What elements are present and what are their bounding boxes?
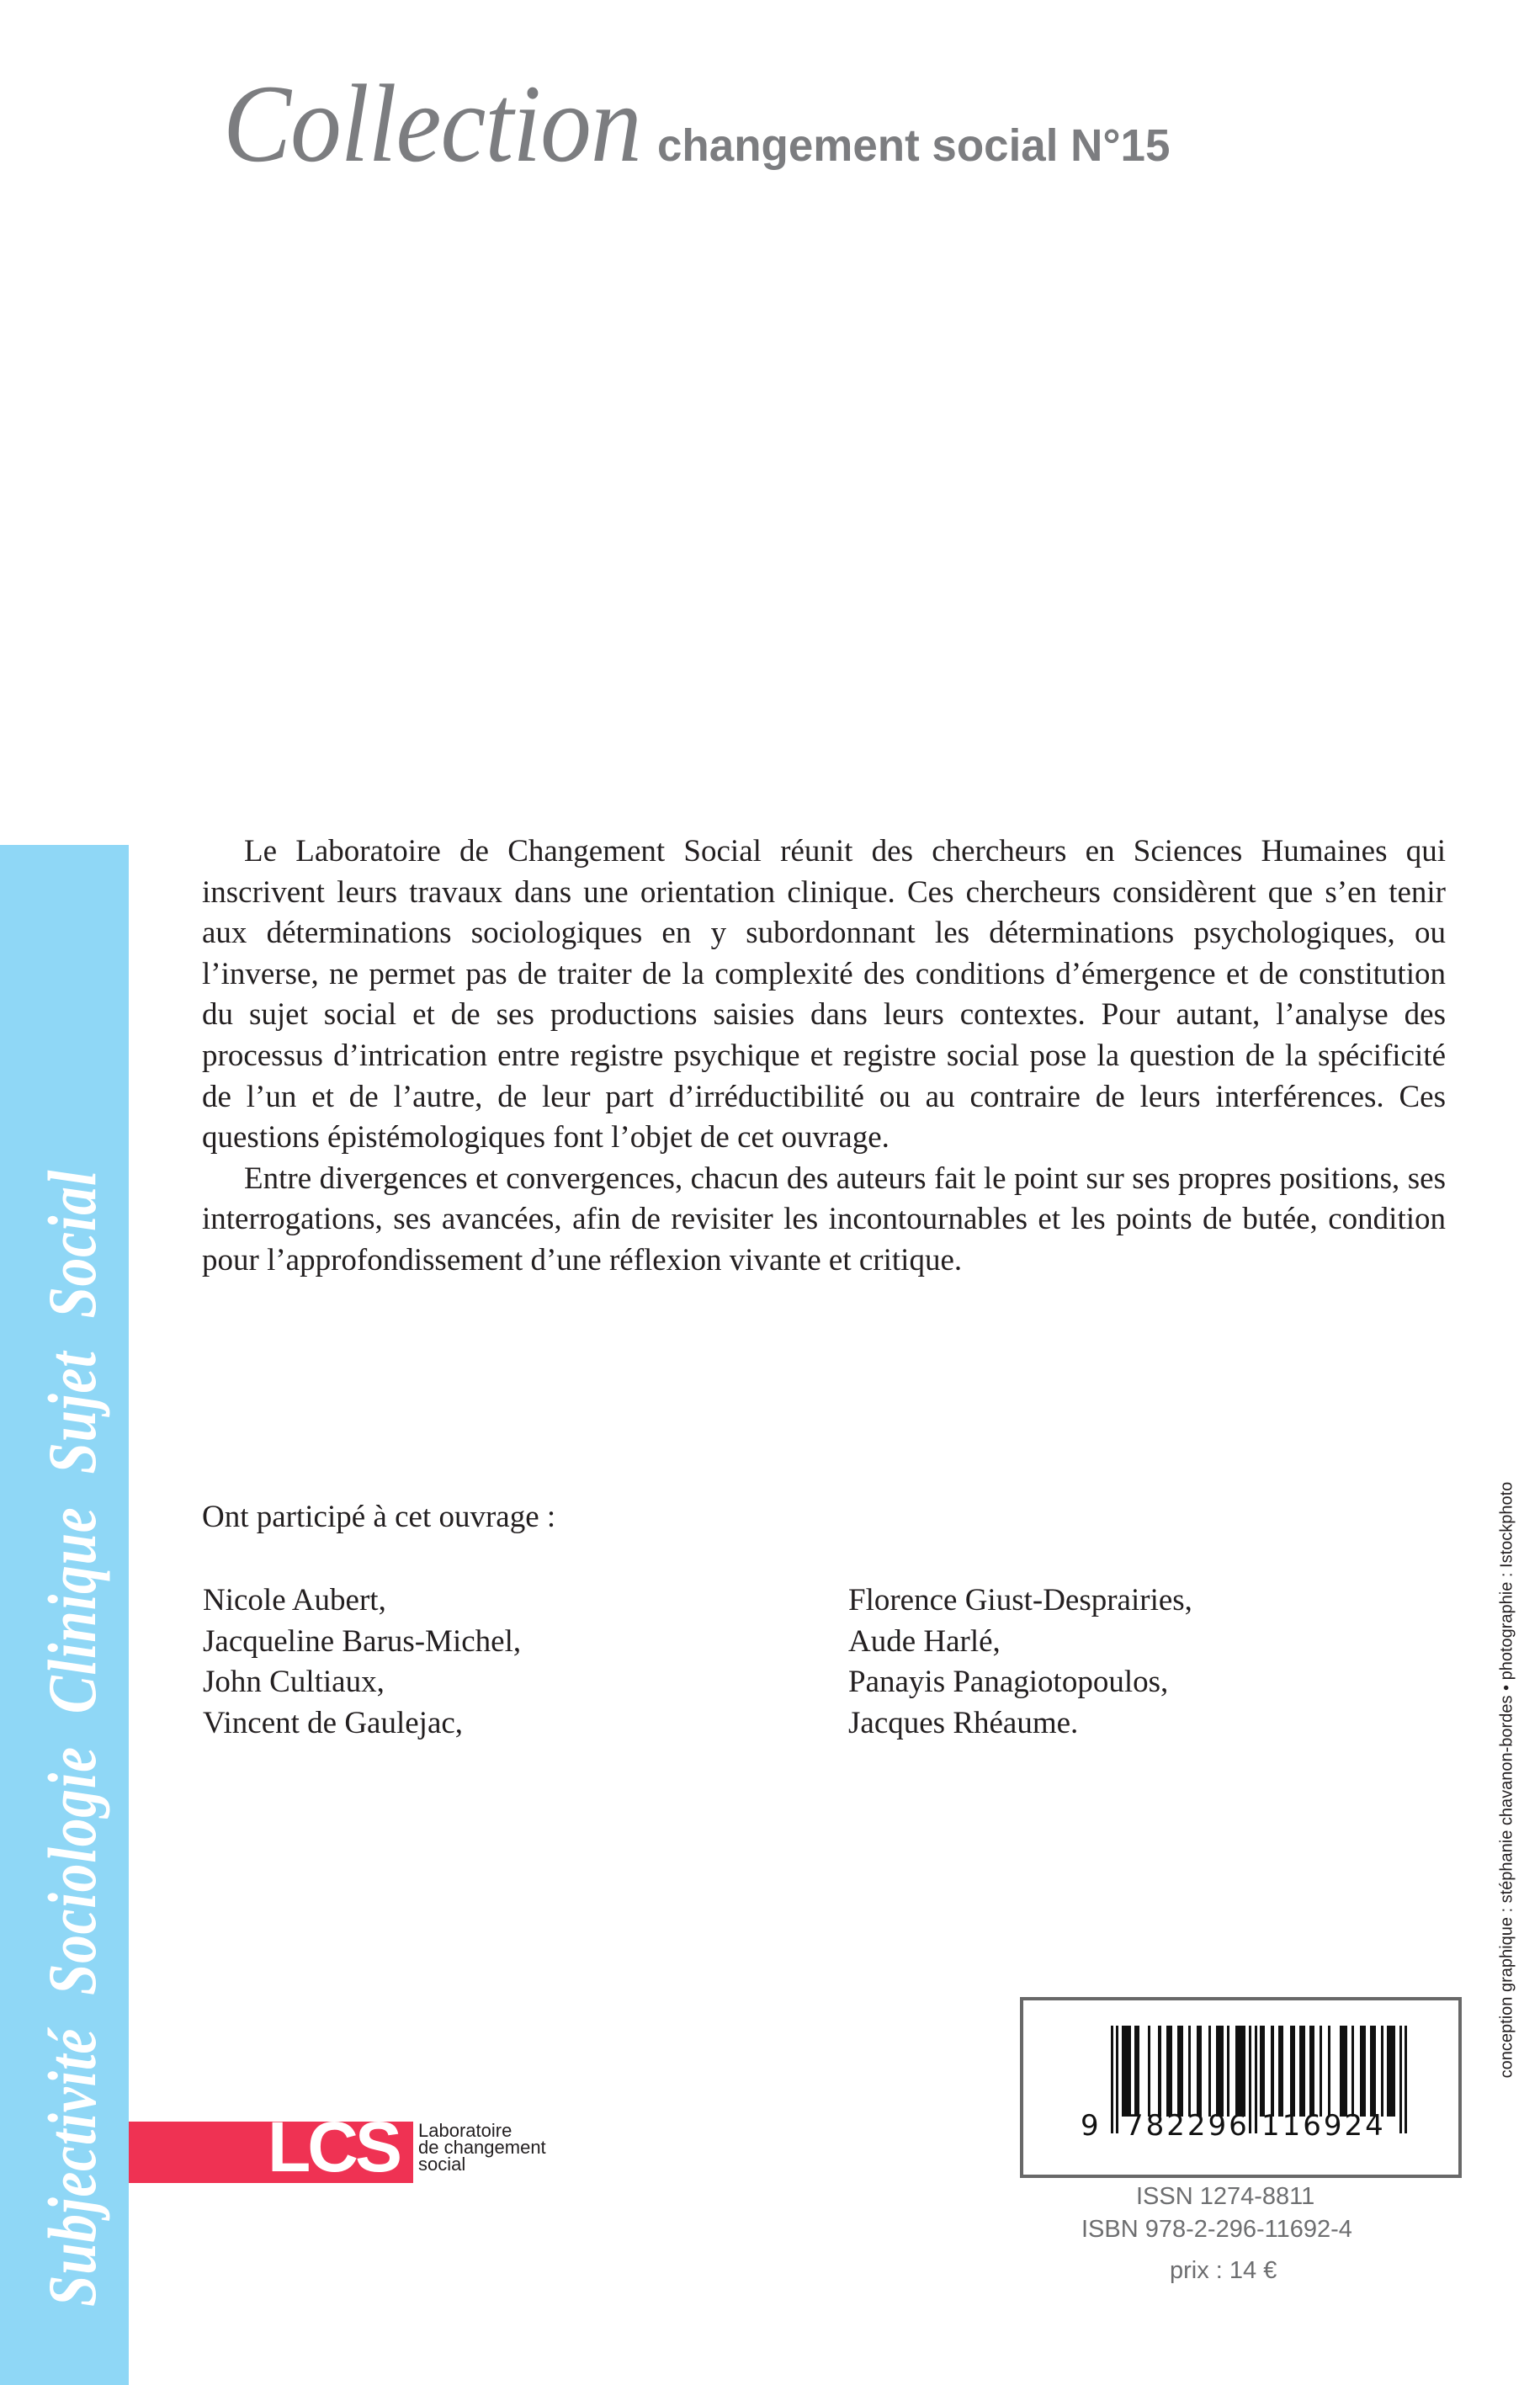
sidebar-vertical-title	[8, 884, 136, 2307]
lcs-label-line: Laboratoire	[418, 2120, 512, 2141]
contributor-name: Jacqueline Barus-Michel,	[203, 1623, 522, 1659]
back-cover-blurb	[202, 831, 1446, 1282]
sidebar-word: Sociologie	[34, 1746, 110, 1996]
sidebar-word: Social	[34, 1169, 110, 1319]
contributor-name: Vincent de Gaulejac,	[203, 1705, 464, 1740]
lcs-label-line: de changement	[418, 2137, 546, 2158]
svg-text:782296: 782296	[1125, 2109, 1250, 2143]
sidebar-word: Subjectivité	[34, 2027, 110, 2307]
contributors-column-right	[848, 1580, 1192, 1744]
issn-number: ISSN 1274-8811	[1136, 2183, 1315, 2210]
contributor-name: Nicole Aubert,	[203, 1583, 386, 1617]
contributor-name: Florence Giust-Desprairies,	[848, 1583, 1192, 1617]
contributors-column-left	[203, 1580, 521, 1744]
contributor-name: Aude Harlé,	[848, 1623, 1001, 1659]
svg-text:116924: 116924	[1261, 2109, 1386, 2143]
svg-text:9: 9	[1081, 2109, 1102, 2143]
contributor-name: John Cultiaux,	[203, 1665, 385, 1700]
collection-title	[223, 59, 1181, 188]
barcode-icon	[1023, 2000, 1458, 2175]
barcode-box	[1020, 1997, 1462, 2178]
design-credit-text: conception graphique : stéphanie chavanon-bordes • photographie : Istockphoto	[1497, 1481, 1516, 2079]
contributor-name: Panayis Panagiotopoulos,	[848, 1665, 1169, 1700]
sidebar-word: Sujet	[34, 1351, 110, 1474]
series-name: changement social N°15	[656, 120, 1171, 171]
contributors-heading: Ont participé à cet ouvrage :	[202, 1500, 556, 1534]
lcs-logo-label	[418, 2122, 546, 2173]
isbn-number: ISBN 978-2-296-11692-4	[1081, 2216, 1352, 2243]
blurb-paragraph: Entre divergences et convergences, chacun des auteurs fait le point sur ses propres positions, ses interrogations, ses avancées, afin de revisiter les incontournables et les points de butée, condition pour l’approfondissement d’une réflexion vivante et critique.	[202, 1161, 1446, 1277]
design-credit	[1490, 1401, 1524, 2159]
lcs-label-line: social	[418, 2154, 466, 2175]
contributor-name: Jacques Rhéaume.	[848, 1705, 1079, 1740]
sidebar-word: Clinique	[34, 1506, 110, 1714]
price-label: prix : 14 €	[1170, 2257, 1277, 2284]
collection-word: Collection	[223, 61, 641, 185]
lcs-logo-letters: LCS	[268, 2107, 399, 2186]
blurb-paragraph: Le Laboratoire de Changement Social réunit des chercheurs en Sciences Humaines qui inscrivent leurs travaux dans une orientation clinique. Ces chercheurs considèrent que s’en tenir aux déterminations sociologiques en y subordonnant les déterminations psychologiques, ou l’inverse, ne permet pas de traiter de la complexité des conditions d’émergence et de constitution du sujet social et de ses productions saisies dans leurs contextes. Pour autant, l’analyse des processus d’intrication entre registre psychique et registre social pose la question de la spécificité de l’un et de l’autre, de leur part d’irréductibilité ou au contraire de leurs interférences. Ces questions épistémologiques font l’objet de cet ouvrage.	[202, 834, 1446, 1155]
